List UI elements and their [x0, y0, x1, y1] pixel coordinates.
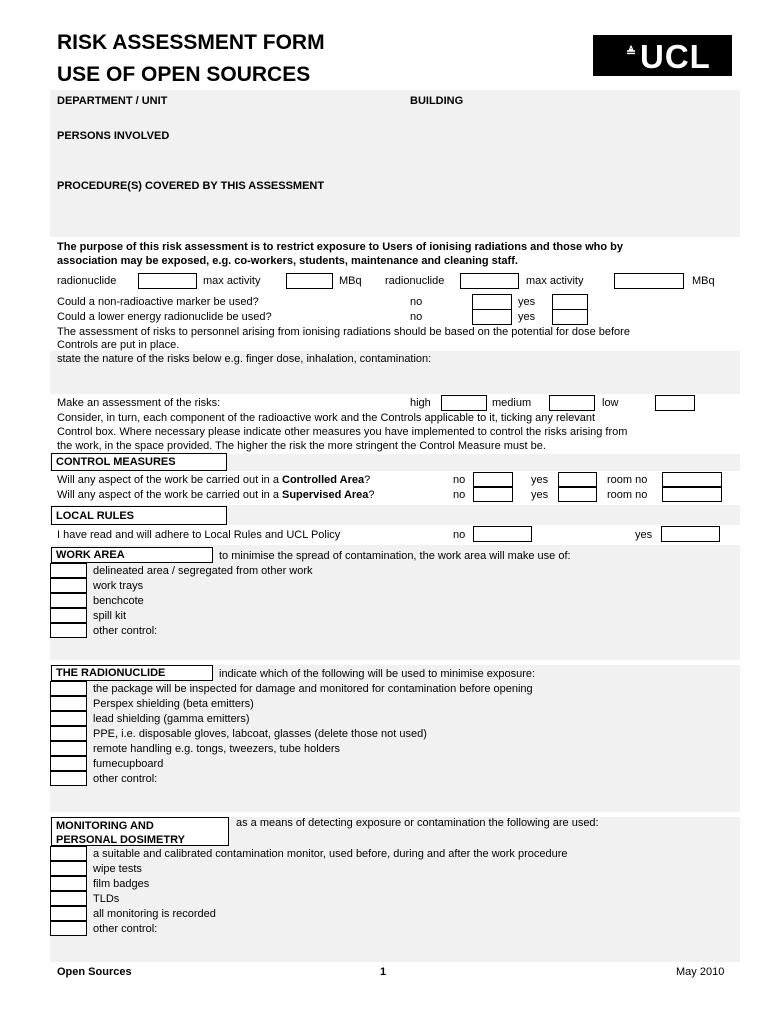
- radionuclide-checkbox-1[interactable]: [50, 681, 87, 696]
- purpose-line-2: association may be exposed, e.g. co-workers, students, maintenance and cleaning staff.: [57, 255, 518, 267]
- marker-no-label: no: [410, 296, 423, 308]
- risk-high-label: high: [410, 397, 431, 409]
- controlled-area-term: Controlled Area: [282, 474, 365, 486]
- unit-label-1: MBq: [339, 275, 362, 287]
- monitoring-item: wipe tests: [93, 863, 142, 875]
- portico-icon: ≜: [626, 45, 637, 59]
- local-rules-text: I have read and will adhere to Local Rules and UCL Policy: [57, 529, 341, 541]
- risk-low-label: low: [602, 397, 619, 409]
- persons-label: PERSONS INVOLVED: [57, 130, 170, 142]
- radionuclide-item: other control:: [93, 773, 158, 785]
- radionuclide-checkbox-3[interactable]: [50, 711, 87, 726]
- radionuclide-item: Perspex shielding (beta emitters): [93, 698, 254, 710]
- marker-question: Could a non-radioactive marker be used?: [57, 296, 259, 308]
- consider-line-2: Control box. Where necessary please indicate other measures you have implemented to control the risks arising from: [57, 426, 628, 438]
- footer-area: [50, 962, 740, 980]
- radionuclide-field-2[interactable]: [460, 273, 519, 289]
- supervised-area-question: [57, 489, 375, 502]
- building-label: BUILDING: [410, 95, 464, 107]
- footer-date: May 2010: [676, 966, 725, 978]
- work-area-heading: WORK AREA: [51, 547, 213, 563]
- monitoring-heading: [51, 817, 229, 846]
- work-area-item: benchcote: [93, 595, 144, 607]
- page-number: 1: [380, 966, 387, 978]
- controlled-area-prefix: Will any aspect of the work be carried out in a: [57, 474, 282, 486]
- radionuclide-label-1: radionuclide: [57, 275, 117, 287]
- ucl-logo: [593, 35, 732, 76]
- lower-energy-question: Could a lower energy radionuclide be used?: [57, 311, 272, 323]
- lower-energy-yes-label: yes: [518, 311, 536, 323]
- consider-line-1: Consider, in turn, each component of the radioactive work and the Controls applicable to it, ticking any relevant: [57, 412, 596, 424]
- form-title: RISK ASSESSMENT FORM: [57, 31, 325, 54]
- department-label: DEPARTMENT / UNIT: [57, 95, 168, 107]
- supervised-yes-label: yes: [531, 489, 549, 501]
- radionuclide-heading: THE RADIONUCLIDE: [51, 665, 213, 681]
- max-activity-label-1: max activity: [203, 275, 261, 287]
- risk-label: Make an assessment of the risks:: [57, 397, 221, 409]
- monitoring-heading-line-1: MONITORING AND: [56, 820, 154, 832]
- radionuclide-item: remote handling e.g. tongs, tweezers, tube holders: [93, 743, 341, 755]
- lower-energy-no-box[interactable]: [472, 309, 512, 325]
- monitoring-item: TLDs: [93, 893, 120, 905]
- radionuclide-item: fumecupboard: [93, 758, 164, 770]
- marker-yes-box[interactable]: [552, 294, 588, 310]
- supervised-room-label: room no: [607, 489, 648, 501]
- supervised-area-prefix: Will any aspect of the work be carried out in a: [57, 489, 282, 501]
- monitoring-intro: as a means of detecting exposure or contamination the following are used:: [236, 817, 599, 829]
- footer-title: Open Sources: [57, 966, 132, 978]
- monitoring-item: all monitoring is recorded: [93, 908, 216, 920]
- controlled-room-field[interactable]: [662, 472, 722, 487]
- max-activity-field-2[interactable]: [614, 273, 684, 289]
- purpose-line-1: The purpose of this risk assessment is to restrict exposure to Users of ionising radiations and those who by: [57, 241, 624, 253]
- monitoring-checkbox-3[interactable]: [50, 876, 87, 891]
- risk-low-box[interactable]: [655, 395, 695, 411]
- lower-energy-yes-box[interactable]: [552, 309, 588, 325]
- max-activity-field-1[interactable]: [286, 273, 333, 289]
- local-rules-heading: LOCAL RULES: [51, 506, 227, 525]
- radionuclide-checkbox-4[interactable]: [50, 726, 87, 741]
- form-subtitle: USE OF OPEN SOURCES: [57, 63, 311, 86]
- ucl-logo-text: UCL: [640, 38, 711, 75]
- radionuclide-checkbox-7[interactable]: [50, 771, 87, 786]
- unit-label-2: MBq: [692, 275, 715, 287]
- controlled-yes-box[interactable]: [558, 472, 597, 487]
- local-rules-yes-label: yes: [635, 529, 653, 541]
- assessment-note-2: Controls are put in place.: [57, 339, 180, 351]
- work-area-checkbox-5[interactable]: [50, 623, 87, 638]
- local-rules-yes-box[interactable]: [661, 526, 720, 542]
- radionuclide-label-2: radionuclide: [385, 275, 445, 287]
- lower-energy-no-label: no: [410, 311, 423, 323]
- work-area-item: other control:: [93, 625, 158, 637]
- radionuclide-field-1[interactable]: [138, 273, 197, 289]
- risk-high-box[interactable]: [441, 395, 487, 411]
- supervised-area-term: Supervised Area: [282, 489, 369, 501]
- controlled-no-label: no: [453, 474, 466, 486]
- radionuclide-intro: indicate which of the following will be used to minimise exposure:: [219, 668, 536, 680]
- work-area-checkbox-4[interactable]: [50, 608, 87, 623]
- control-measures-heading: CONTROL MEASURES: [51, 453, 227, 471]
- controlled-room-label: room no: [607, 474, 648, 486]
- controlled-area-question: [57, 474, 370, 487]
- work-area-checkbox-1[interactable]: [50, 563, 87, 578]
- supervised-no-label: no: [453, 489, 466, 501]
- monitoring-item: a suitable and calibrated contamination monitor, used before, during and after the work procedure: [93, 848, 568, 860]
- risk-medium-box[interactable]: [549, 395, 595, 411]
- work-area-checkbox-3[interactable]: [50, 593, 87, 608]
- controlled-area-qmark: ?: [364, 474, 371, 486]
- marker-no-box[interactable]: [472, 294, 512, 310]
- local-rules-no-label: no: [453, 529, 466, 541]
- radionuclide-item: lead shielding (gamma emitters): [93, 713, 250, 725]
- monitoring-checkbox-4[interactable]: [50, 891, 87, 906]
- local-rules-no-box[interactable]: [473, 526, 532, 542]
- marker-yes-label: yes: [518, 296, 536, 308]
- monitoring-checkbox-6[interactable]: [50, 921, 87, 936]
- monitoring-checkbox-1[interactable]: [50, 846, 87, 861]
- radionuclide-checkbox-2[interactable]: [50, 696, 87, 711]
- radionuclide-checkbox-6[interactable]: [50, 756, 87, 771]
- monitoring-heading-line-2: PERSONAL DOSIMETRY: [56, 834, 185, 846]
- supervised-room-field[interactable]: [662, 487, 722, 502]
- radionuclide-item: the package will be inspected for damage and monitored for contamination before opening: [93, 683, 533, 695]
- supervised-no-box[interactable]: [473, 487, 513, 502]
- consider-line-3: the work, in the space provided. The higher the risk the more stringent the Control Measure must be.: [57, 440, 546, 452]
- work-area-item: spill kit: [93, 610, 127, 622]
- controlled-yes-label: yes: [531, 474, 549, 486]
- assessment-note-1: The assessment of risks to personnel arising from ionising radiations should be based on the potential for dose before: [57, 326, 630, 338]
- radionuclide-item: PPE, i.e. disposable gloves, labcoat, glasses (delete those not used): [93, 728, 427, 740]
- nature-prompt: state the nature of the risks below e.g. finger dose, inhalation, contamination:: [57, 353, 432, 365]
- monitoring-checkbox-2[interactable]: [50, 861, 87, 876]
- risk-medium-label: medium: [492, 397, 532, 409]
- supervised-area-qmark: ?: [368, 489, 375, 501]
- monitoring-item: other control:: [93, 923, 158, 935]
- work-area-intro: to minimise the spread of contamination, the work area will make use of:: [219, 550, 571, 562]
- work-area-item: delineated area / segregated from other work: [93, 565, 313, 577]
- work-area-item: work trays: [93, 580, 144, 592]
- controlled-no-box[interactable]: [473, 472, 513, 487]
- monitoring-item: film badges: [93, 878, 150, 890]
- work-area-checkbox-2[interactable]: [50, 578, 87, 593]
- monitoring-checkbox-5[interactable]: [50, 906, 87, 921]
- max-activity-label-2: max activity: [526, 275, 584, 287]
- procedures-label: PROCEDURE(S) COVERED BY THIS ASSESSMENT: [57, 180, 325, 192]
- radionuclide-checkbox-5[interactable]: [50, 741, 87, 756]
- supervised-yes-box[interactable]: [558, 487, 597, 502]
